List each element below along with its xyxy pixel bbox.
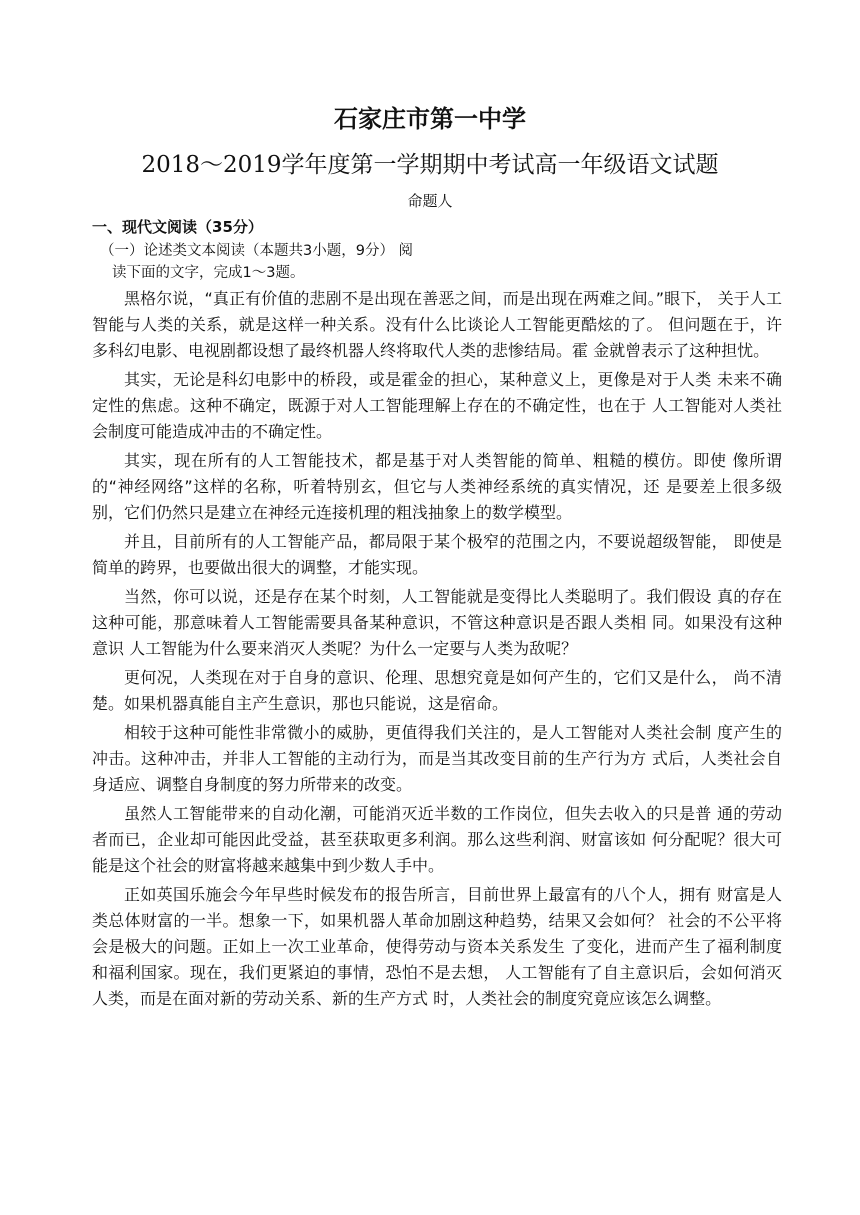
reading-instruction: 读下面的文字，完成1～3题。 [112,265,305,281]
paragraph: 相较于这种可能性非常微小的威胁，更值得我们关注的，是人工智能对人类社会制 度产生的冲击。这种冲击，并非人工智能的主动行为，而是当其改变目前的生产行为方 式后，人类社会自身适应、调整自身制度的努力所带来的改变。 [92,723,782,794]
section-heading: 一、现代文阅读（35分） [92,218,263,236]
paragraph: 其实，现在所有的人工智能技术，都是基于对人类智能的简单、粗糙的模仿。即使 像所谓的“神经网络”这样的名称，听着特别玄，但它与人类神经系统的真实情况，还 是要差上很多级别，它们仍然只是建立在神经元连接机理的粗浅抽象上的数学模型。 [92,451,782,522]
paragraph: 虽然人工智能带来的自动化潮，可能消灭近半数的工作岗位，但失去收入的只是普 通的劳动者而已，企业却可能因此受益，甚至获取更多利润。那么这些利润、财富该如 何分配呢？很大可能是这个社会的财富将越来越集中到少数人手中。 [92,804,782,875]
paragraph: 其实，无论是科幻电影中的桥段，或是霍金的担心，某种意义上，更像是对于人类 未来不确定性的焦虑。这种不确定，既源于对人工智能理解上存在的不确定性，也在于 人工智能对人类社会制度可能造成冲击的不确定性。 [92,370,782,441]
reading-passage [92,286,782,1012]
paragraph: 正如英国乐施会今年早些时候发布的报告所言，目前世界上最富有的八个人，拥有 财富是人类总体财富的一半。想象一下，如果机器人革命加剧这种趋势，结果又会如何？ 社会的不公平将会是极大的问题。正如上一次工业革命，使得劳动与资本关系发生 了变化，进而产生了福利制度和福利国家。现在，我们更紧迫的事情，恐怕不是去想， 人工智能有了自主意识后，会如何消灭人类，而是在面对新的劳动关系、新的生产方式 时，人类社会的制度究竟应该怎么调整。 [92,885,782,1008]
subsection-heading: （一）论述类文本阅读（本题共3小题，9分） 阅 [100,243,414,259]
exam-title: 2018～2019学年度第一学期期中考试高一年级语文试题 [141,152,719,178]
paragraph: 更何况，人类现在对于自身的意识、伦理、思想究竟是如何产生的，它们又是什么， 尚不清楚。如果机器真能自主产生意识，那也只能说，这是宿命。 [92,668,782,713]
paragraph: 当然，你可以说，还是存在某个时刻，人工智能就是变得比人类聪明了。我们假设 真的存在这种可能，那意味着人工智能需要具备某种意识，不管这种意识是否跟人类相 同。如果没有这种意识 人工智能为什么要来消灭人类呢？为什么一定要与人类为敌呢？ [92,587,782,658]
school-name: 石家庄市第一中学 [334,105,526,133]
paragraph: 并且，目前所有的人工智能产品，都局限于某个极窄的范围之内，不要说超级智能， 即使是简单的跨界，也要做出很大的调整，才能实现。 [92,532,782,577]
paragraph: 黑格尔说，“真正有价值的悲剧不是出现在善恶之间，而是出现在两难之间。”眼下， 关于人工智能与人类的关系，就是这样一种关系。没有什么比谈论人工智能更酷炫的了。 但问题在于，许多科幻电影、电视剧都设想了最终机器人终将取代人类的悲惨结局。霍 金就曾表示了这种担忧。 [92,289,782,360]
author-label: 命题人 [407,192,453,210]
